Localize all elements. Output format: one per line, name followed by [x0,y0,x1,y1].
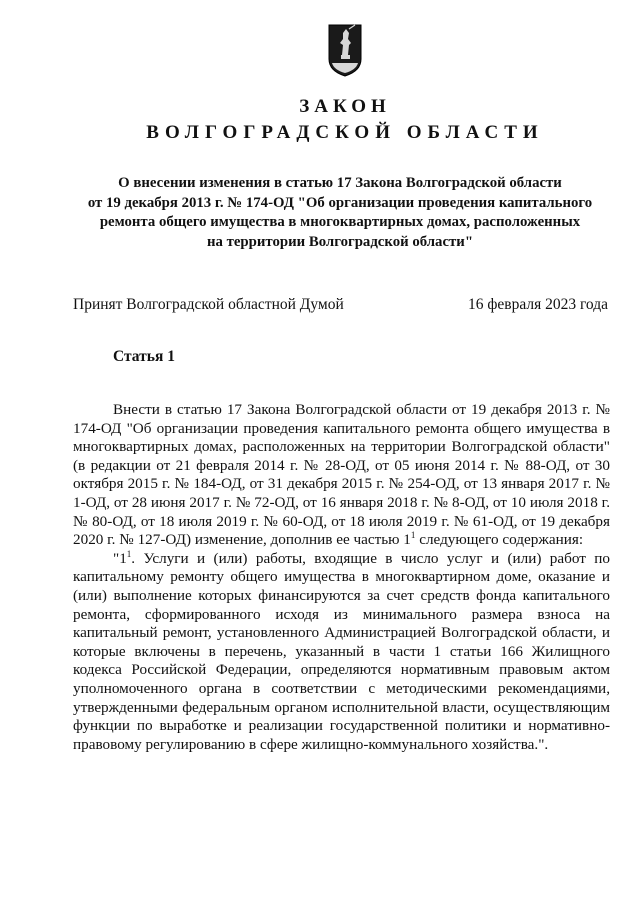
paragraph-text: . Услуги и (или) работы, входящие в число услуг и (или) работ по капитальному ремонту общего имущества в многоквартирном доме, оказание и (или) выполнение которых финансируются за счет средств фонда капитального ремонта, сформированного исходя из минимального размера взноса на капитальный ремонт, установленного Администрацией Волгоградской области, и которые включены в перечень, указанный в части 1 статьи 166 Жилищного кодекса Российской Федерации, определяются нормативным правовым актом уполномоченного органа в соответствии с методическими рекомендациями, утвержденными федеральным органом исполнительной власти, осуществляющим функции по выработке и реализации государственной политики и нормативно-правовому регулированию в сфере жилищно-коммунального хозяйства.". [73,549,610,753]
article-heading: Статья 1 [113,348,175,365]
article-paragraph [73,550,610,755]
superscript: 1 [126,548,132,559]
law-subject [70,174,610,252]
coat-of-arms-icon [327,23,363,77]
document-title-line1: ЗАКОН [299,96,391,117]
subject-line: на территории Волгоградской области" [206,233,474,250]
adoption-line [73,296,608,314]
article-paragraph [73,401,610,550]
paragraph-text: следующего содержания: [415,531,584,549]
paragraph-text: "1 [113,549,127,567]
subject-line: от 19 декабря 2013 г. № 174-ОД "Об организации проведения капитального [87,194,593,211]
superscript: 1 [410,530,416,541]
paragraph-text: Внести в статью 17 Закона Волгоградской области от 19 декабря 2013 г. № 174-ОД "Об организации проведения капитального ремонта общего имущества в многоквартирных домах, расположенных на территории Волгоградской области" (в редакции от 21 февраля 2014 г. № 28-ОД, от 05 июня 2014 г. № 88-ОД, от 30 октября 2015 г. № 184-ОД, от 31 декабря 2015 г. № 254-ОД, от 13 января 2017 г. № 1-ОД, от 28 июня 2017 г. № 72-ОД, от 16 января 2018 г. № 8-ОД, от 10 июля 2018 г. № 80-ОД, от 18 июля 2019 г. № 60-ОД, от 18 июля 2019 г. № 61-ОД, от 19 декабря 2020 г. № 127-ОД) изменение, дополнив ее частью 1 [73,401,610,549]
adopted-by: Принят Волгоградской областной Думой [73,296,344,313]
subject-line: О внесении изменения в статью 17 Закона Волгоградской области [118,175,562,191]
adoption-date: 16 февраля 2023 года [467,296,608,313]
document-title-line2: ВОЛГОГРАДСКОЙ ОБЛАСТИ [146,122,544,143]
subject-line: ремонта общего имущества в многоквартирных домах, расположенных [99,214,581,230]
article-body [73,401,610,754]
coat-of-arms [327,23,363,77]
